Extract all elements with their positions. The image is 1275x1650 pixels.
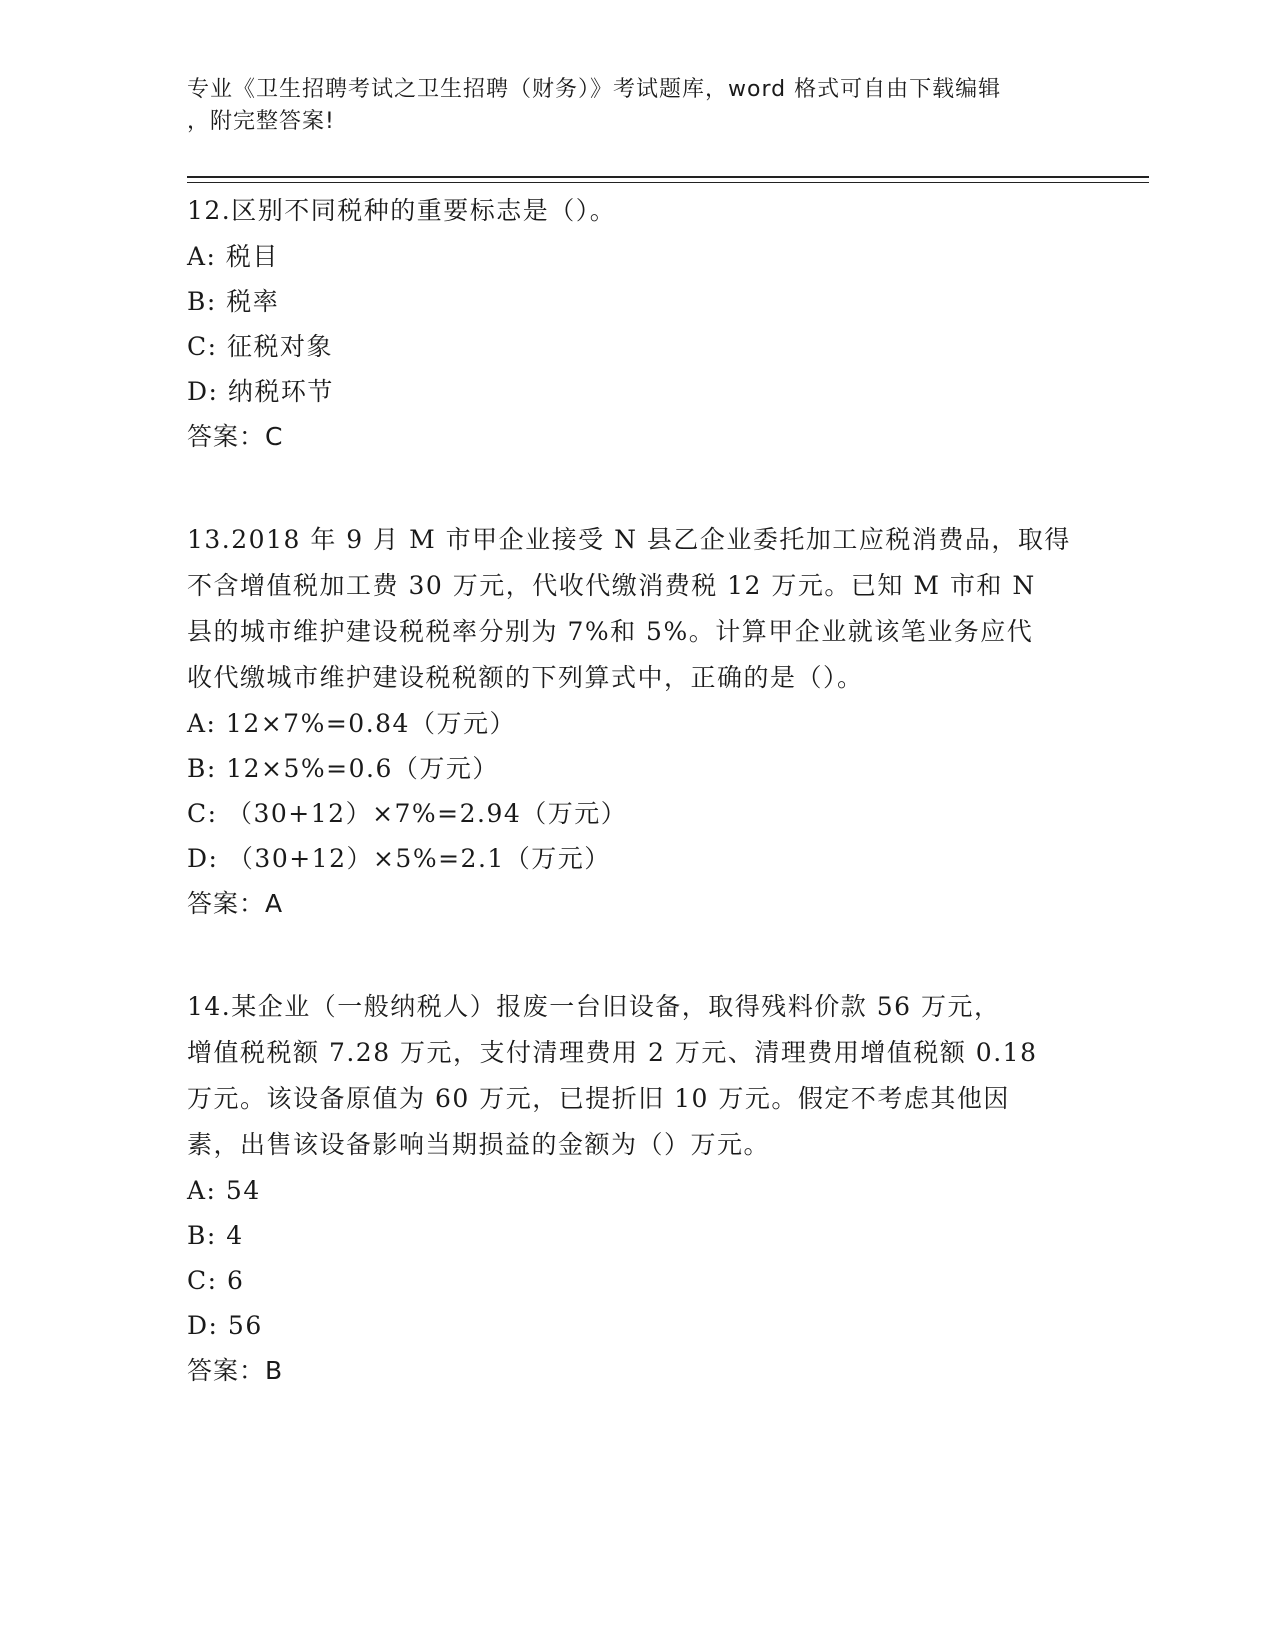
header-divider-thick bbox=[187, 176, 1149, 178]
option-b: B: 4 bbox=[187, 1221, 244, 1250]
option-c: C: 征税对象 bbox=[187, 332, 333, 361]
option-b: B: 税率 bbox=[187, 287, 280, 316]
option-c: C: 6 bbox=[187, 1266, 245, 1295]
question-list bbox=[187, 188, 1087, 1451]
question-stem-line: 增值税税额 7.28 万元，支付清理费用 2 万元、清理费用增值税额 0.18 bbox=[187, 1038, 1038, 1067]
answer: 答案：B bbox=[187, 1356, 284, 1385]
answer: 答案：C bbox=[187, 422, 284, 451]
answer: 答案：A bbox=[187, 889, 284, 918]
question-stem-line: 收代缴城市维护建设税税额的下列算式中，正确的是（）。 bbox=[187, 663, 864, 692]
option-a: A: 12×7%=0.84（万元） bbox=[187, 709, 516, 738]
question-stem-line: 不含增值税加工费 30 万元，代收代缴消费税 12 万元。已知 M 市和 N bbox=[187, 571, 1036, 600]
header-divider-thin bbox=[187, 182, 1149, 183]
option-d: D: （30+12）×5%=2.1（万元） bbox=[187, 844, 611, 873]
option-d: D: 56 bbox=[187, 1311, 263, 1340]
option-b: B: 12×5%=0.6（万元） bbox=[187, 754, 499, 783]
question-stem-line: 县的城市维护建设税税率分别为 7%和 5%。计算甲企业就该笔业务应代 bbox=[187, 617, 1034, 646]
option-c: C: （30+12）×7%=2.94（万元） bbox=[187, 799, 628, 828]
question-stem-line: 14.某企业（一般纳税人）报废一台旧设备，取得残料价款 56 万元， bbox=[187, 992, 1001, 1021]
option-a: A: 税目 bbox=[187, 242, 279, 271]
document-header bbox=[187, 74, 1067, 138]
question-13 bbox=[187, 517, 1087, 926]
header-line-1: 专业《卫生招聘考试之卫生招聘（财务）》考试题库，word 格式可自由下载编辑 bbox=[187, 77, 1002, 102]
option-d: D: 纳税环节 bbox=[187, 377, 334, 406]
question-stem-line: 万元。该设备原值为 60 万元，已提折旧 10 万元。假定不考虑其他因 bbox=[187, 1084, 1010, 1113]
question-stem-line: 13.2018 年 9 月 M 市甲企业接受 N 县乙企业委托加工应税消费品，取得 bbox=[187, 525, 1071, 554]
header-line-2: ，附完整答案! bbox=[187, 109, 335, 134]
question-stem-line: 素，出售该设备影响当期损益的金额为（）万元。 bbox=[187, 1130, 771, 1159]
question-14 bbox=[187, 984, 1087, 1393]
question-12 bbox=[187, 188, 1087, 459]
option-a: A: 54 bbox=[187, 1176, 261, 1205]
question-stem: 12.区别不同税种的重要标志是（）。 bbox=[187, 196, 617, 225]
